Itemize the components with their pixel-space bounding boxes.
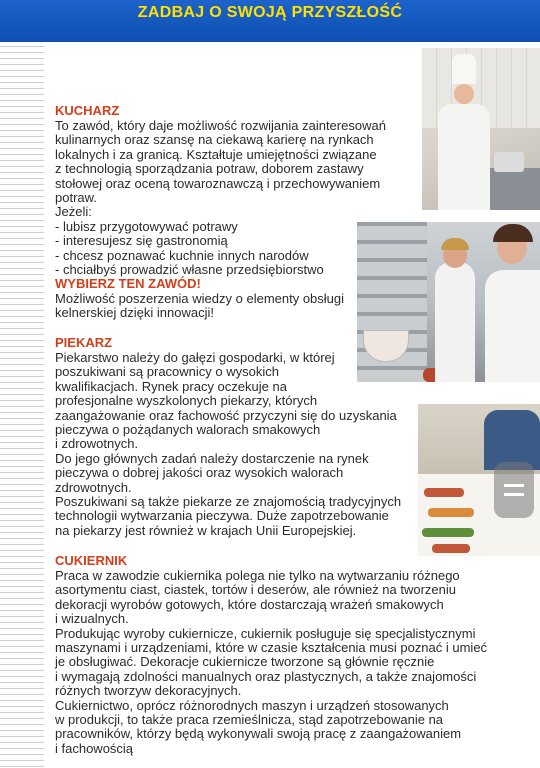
text-line: lokalnych i za granicą. Kształtuje umiejętności związane [55,146,377,162]
text-line: poszukiwani są pracownicy o wysokich [55,364,279,380]
text-line: maszynami i urządzeniami, które w czasie kształcenia musi poznać i umieć [55,639,488,655]
text-line: kwalifikacjach. Rynek pracy oczekuje na [55,378,287,394]
text-line: z technologią sporządzania potraw, doborem zastawy [55,161,364,177]
text-line: - chcesz poznawać kuchnie innych narodów [55,247,309,263]
text-line: To zawód, który daje możliwość rozwijania zainteresowań [55,118,386,133]
text-line: - interesujesz się gastronomią [55,233,228,249]
text-line: potraw. [55,189,97,205]
text-line: kulinarnych oraz szansę na ciekawą karierę na rynkach [55,132,374,148]
buffet-photo [418,404,540,556]
text-line: Jeżeli: [55,204,92,220]
text-line: Produkując wyroby cukiernicze, cukiernik posługuje się specjalistycznymi [55,625,476,641]
piekarz-text [55,351,401,538]
text-line: w produkcji, to także praca rzemieślnicza, stąd zapotrzebowanie na [55,711,444,727]
section-title-kucharz: KUCHARZ [55,103,120,118]
menu-icon[interactable] [494,462,534,518]
decorative-stripes [0,46,44,768]
text-line: na piekarzy jest również w krajach Unii Europejskiej. [55,522,357,538]
text-line: i wizualnych. [55,611,129,627]
text-line: pracowników, którzy będą wykonywali swoją pracę z zaangażowaniem [55,726,462,742]
cukiernik-text [55,569,487,756]
text-line: pieczywa o dobrej jakości oraz wysokich walorach [55,465,344,481]
text-line: i wymagają zdolności manualnych oraz plastycznych, a także znajomości [55,668,477,684]
text-line: i fachowością [55,740,134,756]
text-line: Poszukiwani są także piekarze ze znajomością tradycyjnych [55,493,402,509]
text-line: Do jego głównych zadań należy dostarczenie na rynek [55,450,369,466]
text-line: Cukiernictwo, oprócz różnorodnych maszyn i urządzeń stosowanych [55,697,449,713]
text-line: różnych tworzyw dekoracyjnych. [55,683,242,699]
page-title: ZADBAJ O SWOJĄ PRZYSZŁOŚĆ [137,4,403,21]
text-line: Piekarstwo należy do gałęzi gospodarki, w której [55,350,335,365]
text-line: zaangażowanie oraz fachowość przyczyni się do uzyskania [55,407,397,423]
text-line: - lubisz przygotowywać potrawy [55,218,238,234]
text-line: Możliwość poszerzenia wiedzy o elementy obsługi [55,290,345,306]
text-line: technologii wytwarzania pieczywa. Duże zapotrzebowanie [55,508,389,524]
section-title-cukiernik: CUKIERNIK [55,553,128,568]
chef-photo [422,48,540,210]
cta-text: WYBIERZ TEN ZAWÓD! [55,276,201,292]
section-title-piekarz: PIEKARZ [55,335,113,350]
text-line: stołowej oraz oceną towaroznawczą i przechowywaniem [55,175,381,191]
kucharz-text [55,119,386,320]
text-line: dekoracji wyrobów gotowych, które dostarczają wrażeń smakowych [55,596,444,612]
text-line: asortymentu ciast, ciastek, tortów i deserów, ale również na tworzeniu [55,582,457,598]
text-line: kelnerskiej dzięki innowacji! [55,305,214,321]
text-line: je obsługiwać. Dekoracje cukiernicze tworzone są głównie ręcznie [55,654,435,670]
text-line: - chciałbyś prowadzić własne przedsiębiorstwo [55,261,324,277]
text-line: zdrowotnych. [55,479,132,495]
page-header [0,0,540,42]
text-line: profesjonalne wyszkolonych piekarzy, których [55,393,318,409]
text-line: pieczywa o pożądanych walorach smakowych [55,421,321,437]
text-line: i zdrowotnych. [55,436,139,452]
text-line: Praca w zawodzie cukiernika polega nie tylko na wytwarzaniu różnego [55,568,460,583]
